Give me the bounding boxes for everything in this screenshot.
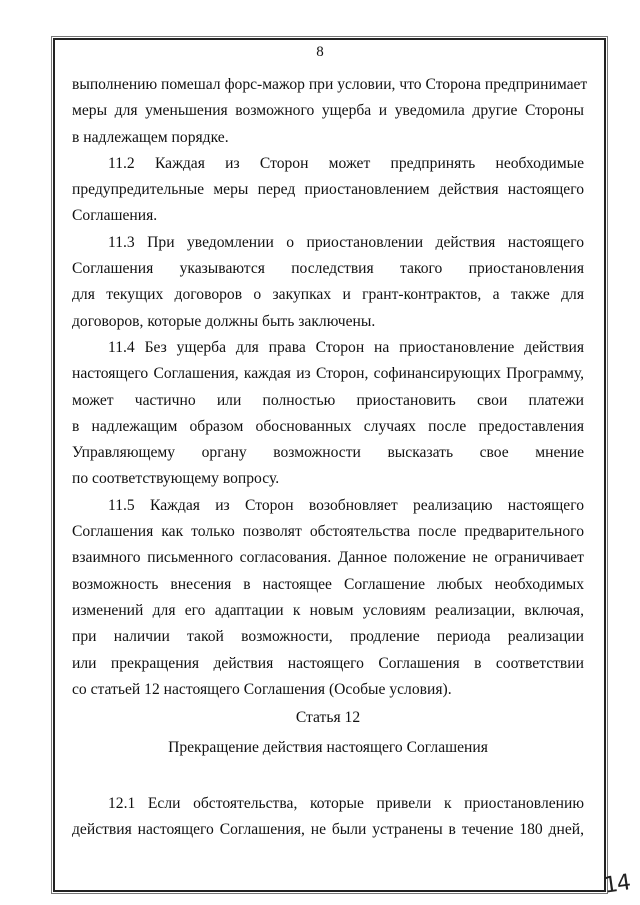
text-line: при наличии такой возможности, продление периода реализации — [72, 628, 584, 646]
text-line: по соответствующему вопросу. — [72, 470, 280, 488]
text-line: в надлежащим образом обоснованных случаях после предоставления — [72, 417, 584, 435]
article-title: Статья 12 — [295, 709, 361, 727]
text-line: изменений для его адаптации к новым условиям реализации, включая, — [72, 601, 584, 619]
text-line: Управляющему органу возможности высказать свое мнение — [72, 444, 584, 462]
text-line: Соглашения. — [72, 207, 158, 225]
text-line: 12.1 Если обстоятельства, которые привели к приостановлению — [108, 795, 584, 813]
paragraph-block-continued — [72, 791, 584, 844]
text-line: выполнению помешал форс-мажор при условии, что Сторона предпринимает — [72, 76, 588, 93]
text-line: настоящего Соглашения, каждая из Сторон, софинансирующих Программу, — [72, 365, 584, 383]
text-line: для текущих договоров о закупках и грант-контрактов, а также для — [72, 286, 584, 304]
article-subtitle: Прекращение действия настоящего Соглашения — [168, 739, 488, 757]
text-line: или прекращения действия настоящего Соглашения в соответствии — [72, 654, 584, 672]
text-line: возможность внесения в настоящее Соглашение любых необходимых — [72, 575, 584, 593]
text-line: взаимного письменного согласования. Данное положение не ограничивает — [72, 549, 584, 567]
text-line: 11.4 Без ущерба для права Сторон на приостановление действия — [108, 338, 584, 356]
text-line: 11.2 Каждая из Сторон может предпринять необходимые — [108, 154, 584, 172]
handwritten-page-mark: 14 — [602, 870, 632, 899]
text-line: предупредительные меры перед приостановлением действия настоящего — [72, 181, 584, 199]
document-body — [72, 72, 588, 844]
text-line: со статьей 12 настоящего Соглашения (Особые условия). — [72, 680, 452, 698]
text-line: договоров, которые должны быть заключены. — [72, 312, 376, 330]
text-line: Соглашения указываются последствия такого приостановления — [72, 260, 584, 278]
paragraph-block — [72, 72, 588, 703]
text-line: Соглашения как только позволят обстоятельства после предварительного — [72, 523, 584, 541]
text-line: действия настоящего Соглашения, не были устранены в течение 180 дней, — [72, 821, 584, 839]
text-line: может частично или полностью приостановить свои платежи — [72, 391, 584, 409]
text-line: 11.3 При уведомлении о приостановлении действия настоящего — [108, 233, 584, 251]
page-number: 8 — [316, 44, 324, 60]
section-spacer — [72, 763, 584, 791]
text-line: в надлежащем порядке. — [72, 128, 229, 146]
text-line: меры для уменьшения возможного ущерба и уведомила другие Стороны — [72, 102, 584, 120]
text-line: 11.5 Каждая из Сторон возобновляет реализацию настоящего — [108, 496, 584, 514]
